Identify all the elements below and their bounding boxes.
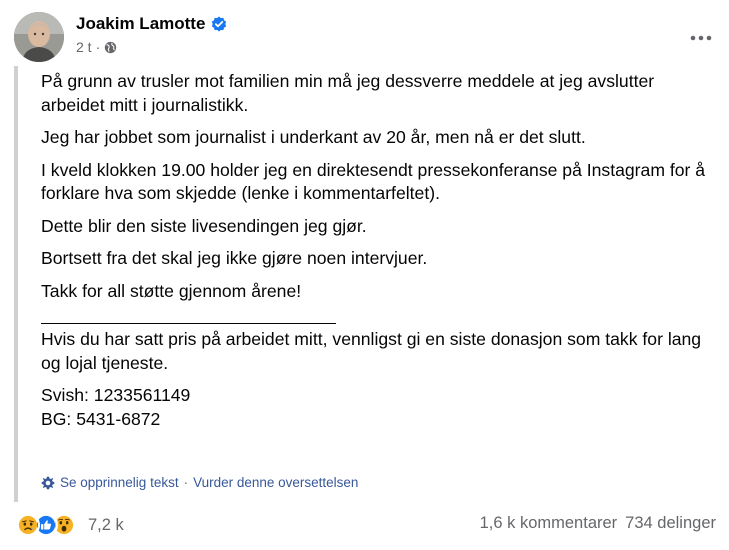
- post-paragraph: Takk for all støtte gjennom årene!: [41, 280, 302, 301]
- donation-paragraph: Hvis du har satt pris på arbeidet mitt, vennligst gi en siste donasjon som takk for lang og lojal tjeneste.: [41, 329, 702, 373]
- shares-count-link[interactable]: 734 delinger: [625, 514, 716, 532]
- meta-separator: ·: [95, 39, 101, 55]
- divider-line: [41, 323, 336, 324]
- rate-translation-link[interactable]: Vurder denne oversettelsen: [193, 475, 359, 490]
- translate-gear-icon[interactable]: [41, 476, 55, 490]
- sad-reaction-icon: [16, 513, 40, 537]
- post-paragraph: Dette blir den siste livesendingen jeg gjør.: [41, 215, 367, 236]
- reactions-summary[interactable]: [16, 513, 124, 537]
- payment-line: BG: 5431-6872: [41, 408, 161, 429]
- post-body: [41, 70, 716, 431]
- comments-count-link[interactable]: 1,6 k kommentarer: [479, 514, 618, 532]
- more-options-button[interactable]: [683, 20, 719, 56]
- post-timestamp[interactable]: 2 t: [76, 39, 92, 55]
- post-header: [14, 12, 719, 62]
- translation-separator: ·: [183, 475, 189, 490]
- translation-bar: [41, 475, 358, 490]
- post-paragraph: Bortsett fra det skal jeg ikke gjøre noen intervjuer.: [41, 248, 428, 268]
- post-paragraph: Jeg har jobbet som journalist i underkant av 20 år, men nå er det slutt.: [41, 127, 586, 147]
- avatar[interactable]: [14, 12, 64, 62]
- more-options-icon: [690, 35, 712, 41]
- author-line: [76, 14, 227, 34]
- translation-quote-bar: [14, 66, 18, 502]
- author-name[interactable]: Joakim Lamotte: [76, 14, 206, 33]
- globe-icon: [104, 41, 117, 54]
- post-paragraph: På grunn av trusler mot familien min må jeg dessverre meddele at jeg avslutter arbeidet mitt i journalistikk.: [41, 71, 655, 115]
- post-footer: [16, 511, 716, 539]
- verified-badge-icon: [211, 16, 227, 32]
- engagement-stats: [480, 514, 716, 533]
- see-original-link[interactable]: Se opprinnelig tekst: [60, 475, 179, 490]
- reaction-count: 7,2 k: [88, 515, 124, 534]
- post-meta: [76, 39, 117, 55]
- post-paragraph: I kveld klokken 19.00 holder jeg en direktesendt pressekonferanse på Instagram for å forklare hva som skjedde (lenke i kommentarfeltet).: [41, 159, 706, 203]
- payment-line: Svish: 1233561149: [41, 385, 191, 405]
